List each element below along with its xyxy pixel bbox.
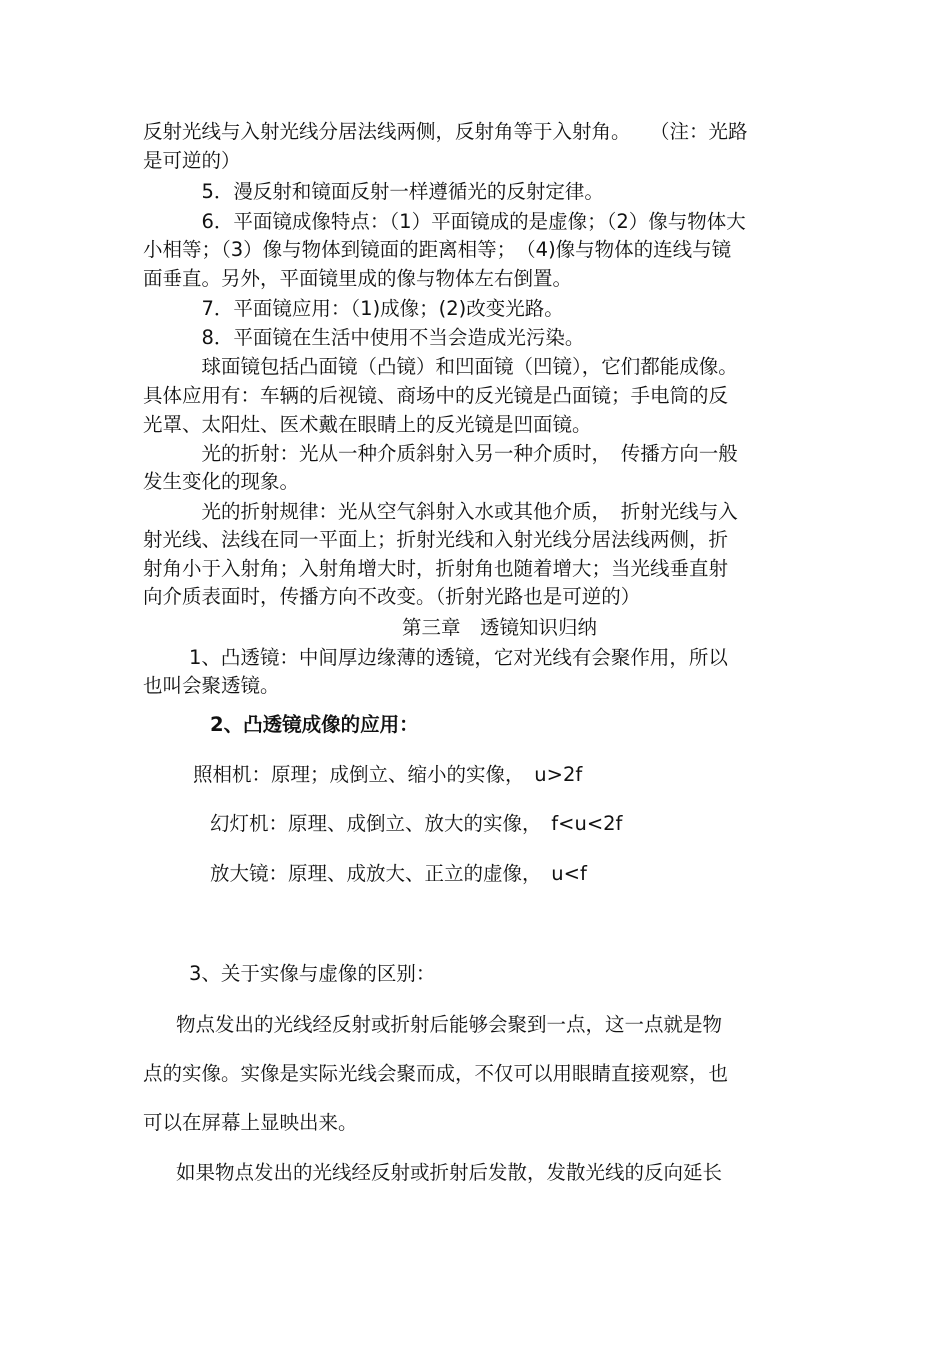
text-line: 具体应用有：车辆的后视镜、商场中的反光镜是凸面镜；手电筒的反 [143, 384, 729, 407]
text-line: 向介质表面时，传播方向不改变。（折射光路也是可逆的） [143, 585, 641, 608]
text-line: 7．平面镜应用：（1)成像；(2)改变光路。 [143, 297, 564, 320]
text-line: 5．漫反射和镜面反射一样遵循光的反射定律。 [143, 180, 604, 203]
text-line: 物点发出的光线经反射或折射后能够会聚到一点，这一点就是物 [176, 1013, 723, 1036]
text-line: 反射光线与入射光线分居法线两侧，反射角等于入射角。 （注：光路 [143, 120, 748, 143]
text-line: 发生变化的现象。 [143, 470, 300, 493]
text-line: 是可逆的） [143, 149, 241, 172]
text-line: 射光线、法线在同一平面上；折射光线和入射光线分居法线两侧，折 [143, 528, 729, 551]
text-line: 光罩、太阳灶、医术戴在眼睛上的反光镜是凹面镜。 [143, 413, 592, 436]
text-line: 照相机：原理；成倒立、缩小的实像， u>2f [193, 763, 583, 786]
text-line: 光的折射：光从一种介质斜射入另一种介质时， 传播方向一般 [143, 442, 738, 465]
text-line: 射角小于入射角；入射角增大时，折射角也随着增大；当光线垂直射 [143, 557, 729, 580]
text-line: 小相等；（3）像与物体到镜面的距离相等； （4)像与物体的连线与镜 [143, 238, 732, 261]
text-line: 也叫会聚透镜。 [143, 674, 280, 697]
text-line: 点的实像。实像是实际光线会聚而成，不仅可以用眼睛直接观察，也 [143, 1062, 729, 1085]
text-line: 幻灯机：原理、成倒立、放大的实像， f<u<2f [210, 812, 623, 835]
text-line: 1、凸透镜：中间厚边缘薄的透镜，它对光线有会聚作用，所以 [189, 646, 728, 669]
text-line: 放大镜：原理、成放大、正立的虚像， u<f [210, 862, 587, 885]
text-line: 可以在屏幕上显映出来。 [143, 1111, 358, 1134]
text-line: 球面镜包括凸面镜（凸镜）和凹面镜（凹镜），它们都能成像。 [143, 355, 738, 378]
chapter-heading: 第三章 透镜知识归纳 [402, 616, 598, 639]
text-line: 光的折射规律：光从空气斜射入水或其他介质， 折射光线与入 [143, 500, 738, 523]
text-line: 如果物点发出的光线经反射或折射后发散，发散光线的反向延长 [176, 1161, 723, 1184]
section-heading: 2、凸透镜成像的应用： [210, 713, 419, 736]
text-line: 面垂直。另外，平面镜里成的像与物体左右倒置。 [143, 267, 573, 290]
text-line: 8．平面镜在生活中使用不当会造成光污染。 [143, 326, 585, 349]
section-heading: 3、关于实像与虚像的区别： [189, 962, 436, 985]
text-line: 6．平面镜成像特点：（1）平面镜成的是虚像；（2）像与物体大 [143, 210, 746, 233]
